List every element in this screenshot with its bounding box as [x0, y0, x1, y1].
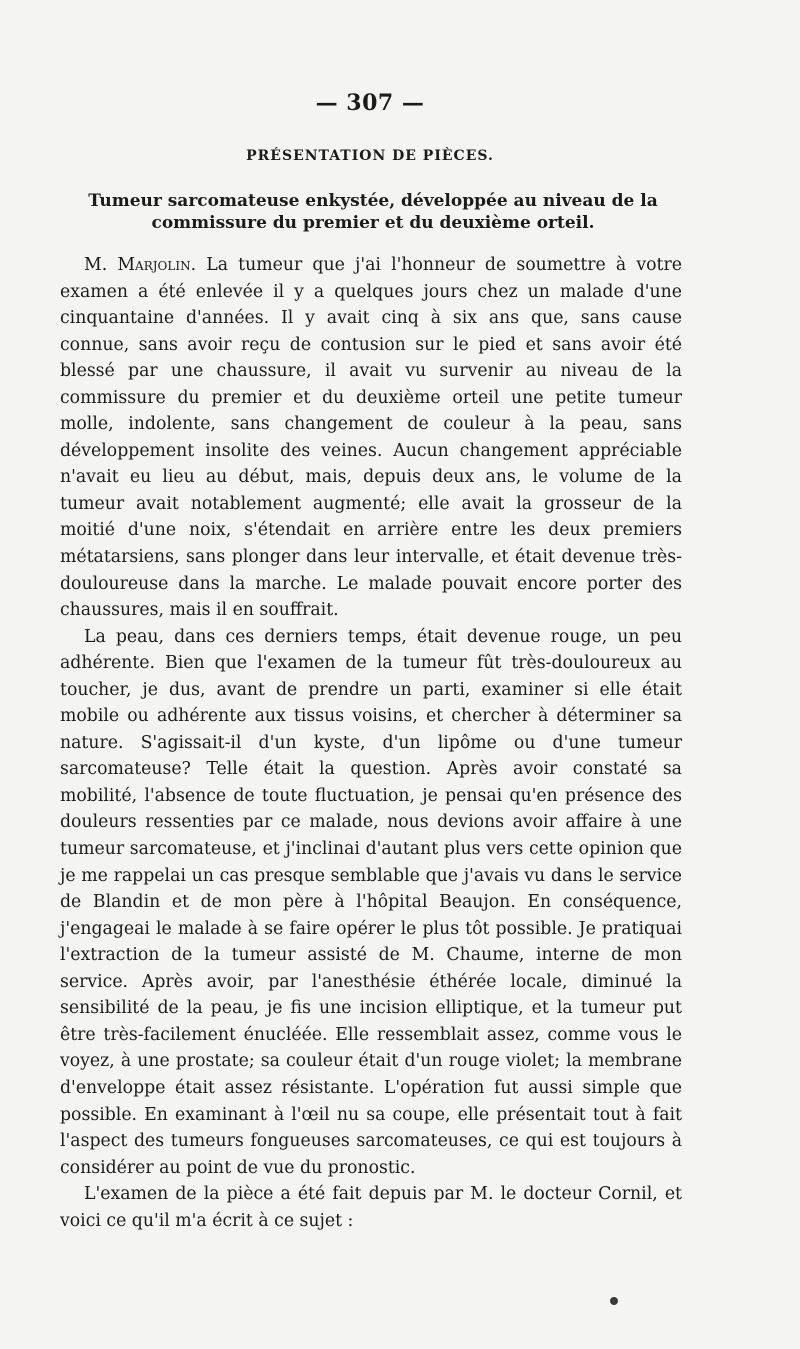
speaker-name: M. Marjolin. — [84, 255, 197, 275]
paragraph-3-text: L'examen de la pièce a été fait depuis par M. le docteur Cornil, et voici ce qu'il m'a écrit à ce sujet : — [60, 1184, 682, 1231]
section-heading: PRÉSENTATION DE PIÈCES. — [246, 148, 494, 164]
article-title: Tumeur sarcomateuse enkystée, développée au niveau de la commissure du premier et du deuxième orteil. — [88, 191, 658, 233]
ink-spot-mark — [610, 1297, 618, 1305]
paragraph-2-text: La peau, dans ces derniers temps, était devenue rouge, un peu adhérente. Bien que l'examen de la tumeur fût très-douloureux au toucher, je dus, avant de prendre un parti, examiner si elle était mobile ou adhérente aux tissus voisins, et chercher à déterminer sa nature. S'agissait-il d'un kyste, d'un lipôme ou d'une tumeur sarcomateuse? Telle était la question. Après avoir constaté sa mobilité, l'absence de toute fluctuation, je pensai qu'en présence des douleurs ressenties par ce malade, nous devions avoir affaire à une tumeur sarcomateuse, et j'inclinai d'autant plus vers cette opinion que je me rappelai un cas presque semblable que j'avais vu dans le service de Blandin et de mon père à l'hôpital Beaujon. En conséquence, j'engageai le malade à se faire opérer le plus tôt possible. Je pratiquai l'extraction de la tumeur assisté de M. Chaume, interne de mon service. Après avoir, par l'anesthésie éthérée locale, diminué la sensibilité de la peau, je fis une incision elliptique, et la tumeur put être très-facilement énucléée. Elle ressemblait assez, comme vous le voyez, à une prostate; sa couleur était d'un rouge violet; la membrane d'enveloppe était assez résistante. L'opération fut aussi simple que possible. En examinant à l'œil nu sa coupe, elle présentait tout à fait l'aspect des tumeurs fongueuses sarcomateuses, ce qui est toujours à considérer au point de vue du pronostic. — [60, 626, 682, 1178]
page-number: — 307 — — [315, 90, 425, 116]
body-text — [60, 252, 682, 1234]
paragraph-1-text: La tumeur que j'ai l'honneur de soumettre à votre examen a été enlevée il y a quelques jours chez un malade d'une cinquantaine d'années. Il y avait cinq à six ans que, sans cause connue, sans avoir reçu de contusion sur le pied et sans avoir été blessé par une chaussure, il avait vu survenir au niveau de la commissure du premier et du deuxième orteil une petite tumeur molle, indolente, sans changement de couleur à la peau, sans développement insolite des veines. Aucun changement appréciable n'avait eu lieu au début, mais, depuis deux ans, le volume de la tumeur avait notablement augmenté; elle avait la grosseur de la moitié d'une noix, s'étendait en arrière entre les deux premiers métatarsiens, sans plonger dans leur intervalle, et était devenue très-douloureuse dans la marche. Le malade pouvait encore porter des chaussures, mais il en souffrait. — [60, 255, 682, 621]
paragraph-3 — [60, 1181, 682, 1234]
paragraph-1 — [60, 252, 682, 624]
paragraph-2 — [60, 624, 682, 1181]
